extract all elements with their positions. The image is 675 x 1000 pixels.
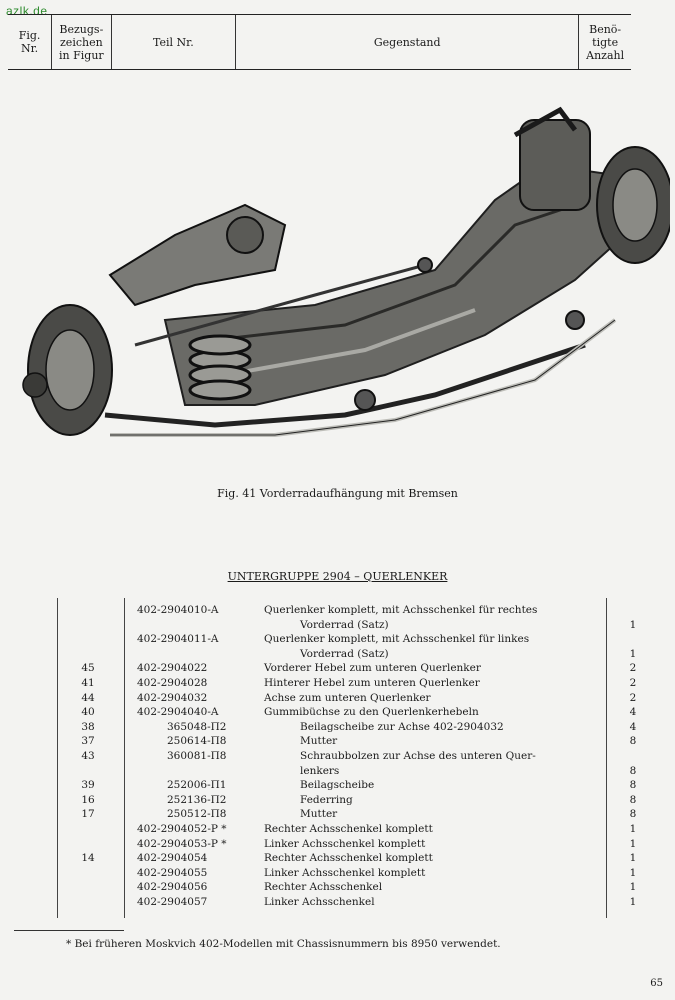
row-desc: Mutter [300,735,338,748]
row-desc: Vorderrad (Satz) [300,618,389,631]
header-anzahl: Benö- tigte Anzahl [586,22,625,62]
header-bezugszeichen: Bezugs- zeichen in Figur [52,15,111,69]
table-header [8,14,631,70]
row-desc: Beilagscheibe [300,779,375,792]
row-fig: 39 [81,779,95,792]
row-desc: Federring [300,793,353,806]
row-qty: 8 [629,793,637,806]
row-desc: Linker Achsschenkel [264,896,375,908]
table-row [58,896,658,909]
table-row [58,838,658,851]
row-qty: 4 [629,706,637,719]
table-row [58,633,658,646]
row-part: 402-2904052-P * [137,823,227,835]
row-part: 250512-П8 [167,808,227,821]
table-row [58,692,658,705]
row-fig: 41 [81,677,95,689]
row-qty: 1 [629,881,637,894]
row-desc: Linker Achsschenkel komplett [264,866,426,879]
row-desc: lenkers [300,764,340,777]
row-part: 252136-П2 [167,793,227,806]
row-qty: 8 [629,735,637,748]
row-desc: Rechter Achsschenkel [264,881,383,894]
header-gegenstand: Gegenstand [236,15,579,69]
table-row [58,808,658,821]
row-desc: Querlenker komplett, mit Achsschenkel für rechtes [264,604,538,616]
row-qty: 1 [629,896,637,908]
table-row [58,867,658,880]
row-fig: 37 [81,735,95,748]
row-qty: 2 [629,691,637,704]
row-part: 252006-П1 [167,779,227,792]
row-desc: Beilagscheibe zur Achse 402-2904032 [300,720,504,733]
row-part: 250614-П8 [167,735,227,748]
header-fig-nr: Fig. Nr. [8,15,52,69]
row-part: 402-2904053-P * [137,837,227,850]
table-row [58,735,658,748]
table-row [58,662,658,675]
table-row [58,721,658,734]
row-desc: Querlenker komplett, mit Achsschenkel für linkes [264,633,530,646]
row-part: 402-2904055 [137,866,208,879]
table-row [58,852,658,865]
table-row [58,706,658,719]
row-desc: Achse zum unteren Querlenker [264,691,431,704]
table-row [58,881,658,894]
row-part: 402-2904056 [137,881,208,894]
row-fig: 43 [81,750,95,762]
table-row [58,779,658,792]
row-qty: 8 [629,779,637,792]
row-desc: Hinterer Hebel zum unteren Querlenker [264,677,480,689]
row-part: 402-2904022 [137,662,208,675]
row-desc: Mutter [300,808,338,821]
row-part: 402-2904040-A [137,706,219,719]
row-fig: 45 [81,662,95,675]
row-part: 402-2904028 [137,677,208,689]
row-qty: 1 [629,618,637,631]
table-row [58,677,658,690]
footnote-rule [14,930,124,931]
subgroup-title: UNTERGRUPPE 2904 – QUERLENKER [227,570,448,583]
row-qty: 1 [629,647,637,660]
row-desc: Vorderer Hebel zum unteren Querlenker [264,662,481,675]
row-fig: 44 [81,691,95,704]
table-row [58,604,658,617]
row-qty: 4 [629,720,637,733]
row-qty: 1 [629,823,637,835]
table-row [58,823,658,836]
header-teil-nr: Teil Nr. [112,15,237,69]
row-part: 402-2904032 [137,691,208,704]
row-fig: 16 [81,793,95,806]
suspension-illustration [15,105,670,473]
row-part: 360081-П8 [167,750,227,762]
row-part: 402-2904057 [137,896,208,908]
row-desc: Vorderrad (Satz) [300,647,389,660]
row-qty: 8 [629,764,637,777]
row-desc: Schraubbolzen zur Achse des unteren Quer- [300,750,536,762]
row-qty: 1 [629,837,637,850]
row-part: 402-2904010-A [137,604,219,616]
row-desc: Rechter Achsschenkel komplett [264,823,433,835]
row-fig: 40 [81,706,95,719]
page-number: 65 [650,978,663,989]
table-row [58,794,658,807]
figure-caption: Fig. 41 Vorderradaufhängung mit Bremsen [217,487,458,500]
footnote: * Bei früheren Moskvich 402-Modellen mit Chassisnummern bis 8950 verwendet. [66,938,501,950]
row-qty: 2 [629,662,637,675]
watermark: azlk.de [6,4,48,18]
parts-table [57,598,637,918]
row-desc: Linker Achsschenkel komplett [264,837,426,850]
row-fig: 38 [81,720,95,733]
row-qty: 1 [629,852,637,865]
table-row [58,765,658,778]
row-part: 402-2904011-A [137,633,219,646]
row-qty: 8 [629,808,637,821]
row-desc: Gummibüchse zu den Querlenkerhebeln [264,706,479,719]
row-fig: 17 [81,808,95,821]
row-qty: 2 [629,677,637,689]
row-part: 365048-П2 [167,720,227,733]
row-part: 402-2904054 [137,852,208,865]
table-row [58,750,658,763]
row-desc: Rechter Achsschenkel komplett [264,852,433,865]
row-fig: 14 [81,852,95,865]
table-row [58,619,658,632]
row-qty: 1 [629,866,637,879]
table-row [58,648,658,661]
